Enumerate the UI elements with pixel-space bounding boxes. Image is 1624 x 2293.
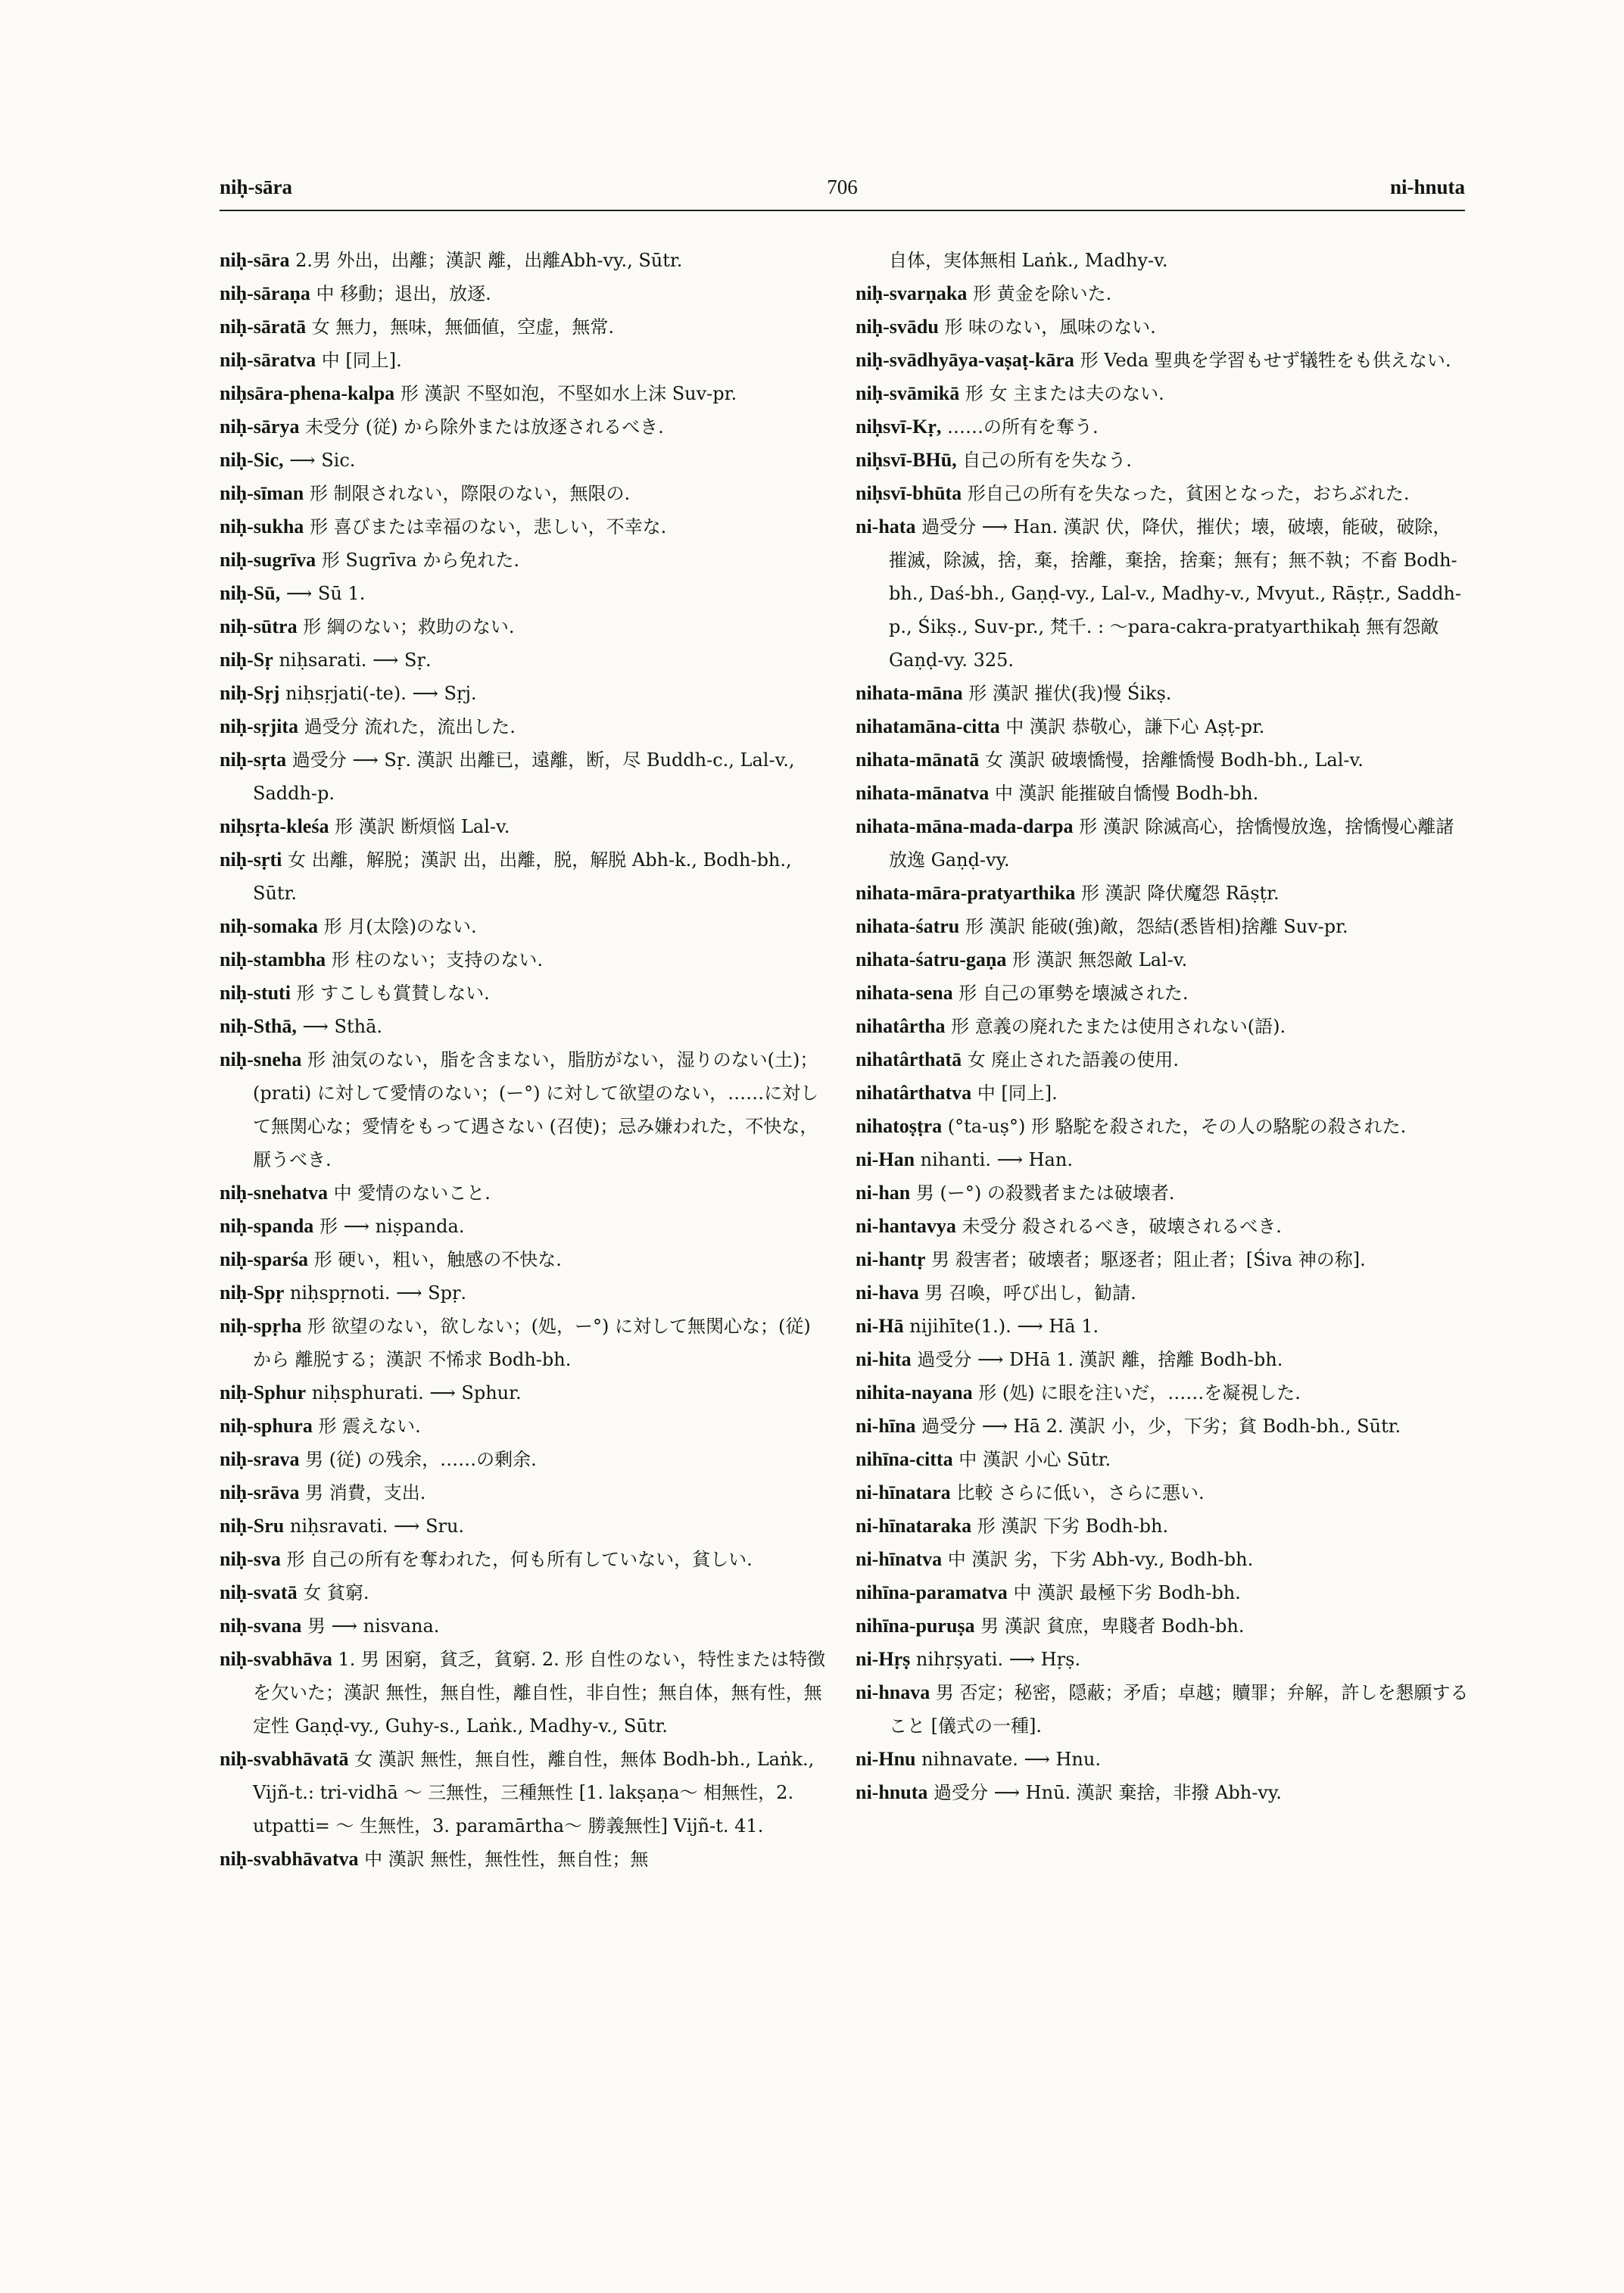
entry-definition: 過受分 ⟶ Hā 2. 漢訳 小，少，下劣；貧 Bodh-bh., Sūtr. (915, 1416, 1401, 1437)
entry-definition: 男 召喚，呼び出し，勧請. (918, 1282, 1136, 1304)
entry-headword: niḥsāra-phena-kalpa (220, 382, 395, 404)
entry-headword: ni-Han (856, 1148, 915, 1170)
entry-definition: 比較 さらに低い，さらに悪い. (950, 1482, 1205, 1503)
entry-definition: 女 漢訳 無性，無自性，離自性，無体 Bodh-bh., Laṅk., Vijñ-t.: tri-vidhā ～ 三無性，三種無性 [1. lakṣaṇa～ 相無性，2. utpatti= ～ 生無性，3. paramārtha～ 勝義無性] Vijñ-t. 41. (253, 1749, 815, 1837)
entry-definition: 中 漢訳 無性，無性性，無自性；無 (358, 1849, 649, 1870)
entry-definition: 形 漢訳 摧伏(我)慢 Śikṣ. (962, 683, 1172, 704)
header-left-guide-word: niḥ-sāra (220, 176, 293, 198)
right-column (856, 244, 1469, 1809)
entry-headword: niḥ-svādu (856, 316, 939, 338)
entry-headword: niḥ-Spṛ (220, 1282, 285, 1304)
entry-definition: 形 漢訳 無怨敵 Lal-v. (1006, 949, 1188, 970)
entry-definition: 形 喜びまたは幸福のない，悲しい，不幸な. (304, 516, 667, 537)
entry-headword: niḥsṛta-kleśa (220, 815, 329, 837)
header-rule (220, 210, 1465, 211)
entry-headword: niḥ-svabhāvatva (220, 1848, 359, 1870)
entry-headword: niḥ-svabhāvatā (220, 1748, 349, 1770)
dictionary-entry (220, 1210, 833, 1243)
entry-definition: 中 漢訳 能摧破自憍慢 Bodh-bh. (989, 783, 1259, 804)
dictionary-entry (220, 1509, 833, 1543)
entry-definition: ⟶ Sthā. (296, 1016, 383, 1037)
entry-definition: ⟶ Sic. (283, 450, 356, 471)
entry-definition: ⟶ Sū 1. (280, 583, 366, 604)
entry-definition: 過受分 流れた，流出した. (298, 716, 516, 737)
dictionary-entry (220, 910, 833, 943)
entry-headword: niḥ-sāratva (220, 349, 316, 371)
entry-definition: 男 ⟶ nisvana. (301, 1615, 440, 1637)
dictionary-entry (856, 1243, 1469, 1276)
entry-headword: niḥ-spṛha (220, 1315, 302, 1337)
dictionary-entry (856, 377, 1469, 410)
entry-definition: 中 [同上]. (971, 1083, 1058, 1104)
entry-headword: nihīna-puruṣa (856, 1615, 975, 1637)
entry-headword: niḥ-svarṇaka (856, 282, 968, 304)
entry-headword: nihata-māna-mada-darpa (856, 815, 1074, 837)
entry-definition: 1. 男 困窮，貧乏，貧窮. 2. 形 自性のない，特性または特徴を欠いた；漢訳 無性，無自性，離自性，非自性；無自体，無有性，無定性 Gaṇḍ-vy., Guhy-s., Laṅk., Madhy-v., Sūtr. (253, 1649, 826, 1737)
dictionary-entry (856, 1276, 1469, 1310)
entry-definition: 形 油気のない，脂を含まない，脂肪がない，湿りのない(土)；(prati) に対して愛情のない；(ー°) に対して欲望のない，……に対して無関心な；愛情をもって遇さない (召使)；忌み嫌われた，不快な，厭うべき. (253, 1049, 819, 1170)
entry-headword: niḥ-sukha (220, 516, 304, 537)
entry-headword: ni-Hā (856, 1315, 904, 1337)
dictionary-entry (220, 1443, 833, 1476)
dictionary-entry (856, 810, 1469, 877)
dictionary-entry (220, 577, 833, 610)
entry-definition: 形 女 主または夫のない. (959, 383, 1164, 404)
dictionary-entry (856, 1376, 1469, 1410)
dictionary-entry (856, 510, 1469, 677)
dictionary-entry (220, 843, 833, 910)
entry-headword: niḥ-srava (220, 1448, 300, 1470)
entry-headword: ni-han (856, 1182, 911, 1204)
entry-headword: nihata-sena (856, 982, 953, 1004)
entry-definition: 過受分 ⟶ Hnū. 漢訳 棄捨，非撥 Abh-vy. (927, 1782, 1282, 1803)
page-number: 706 (827, 176, 858, 198)
entry-headword: niḥ-svana (220, 1615, 302, 1637)
entry-definition: (°ta-uṣ°) 形 駱駝を殺された，その人の駱駝の殺された. (942, 1116, 1407, 1137)
entry-headword: nihatârthatā (856, 1048, 962, 1070)
dictionary-entry (856, 1110, 1469, 1143)
entry-headword: niḥ-sūtra (220, 615, 298, 637)
entry-headword: niḥ-sva (220, 1548, 281, 1570)
dictionary-entry (220, 1276, 833, 1310)
dictionary-entry (220, 1843, 833, 1876)
dictionary-entry (220, 743, 833, 810)
dictionary-entry (220, 310, 833, 344)
entry-headword: niḥ-sugrīva (220, 549, 316, 571)
dictionary-entry (220, 1576, 833, 1609)
dictionary-entry (856, 1576, 1469, 1609)
dictionary-entry (220, 1543, 833, 1576)
entry-headword: niḥ-Sic, (220, 449, 284, 471)
dictionary-entry (220, 1310, 833, 1376)
dictionary-entry (220, 244, 833, 277)
entry-definition: 形 味のない，風味のない. (938, 316, 1156, 338)
entry-definition: 男 漢訳 貧庶，卑賤者 Bodh-bh. (974, 1615, 1245, 1637)
entry-headword: niḥ-stambha (220, 949, 326, 970)
entry-definition: 形 漢訳 断煩悩 Lal-v. (329, 816, 510, 837)
dictionary-entry (220, 1010, 833, 1043)
entry-definition: 形 月(太陰)のない. (318, 916, 477, 937)
dictionary-entry (220, 1176, 833, 1210)
entry-headword: ni-hnava (856, 1681, 930, 1703)
dictionary-entry (220, 1043, 833, 1176)
entry-headword: ni-hīnatara (856, 1481, 951, 1503)
dictionary-entry (220, 477, 833, 510)
entry-definition: 形 欲望のない，欲しない；(処，ー°) に対して無関心な；(従) から 離脱する；漢訳 不悕求 Bodh-bh. (253, 1316, 811, 1370)
entry-headword: niḥ-svatā (220, 1581, 298, 1603)
entry-headword: niḥ-Sphur (220, 1382, 307, 1404)
entry-definition: 形自己の所有を失なった，貧困となった，おちぶれた. (962, 483, 1410, 504)
dictionary-entry (856, 1210, 1469, 1243)
dictionary-entry (220, 1410, 833, 1443)
dictionary-entry (856, 1410, 1469, 1443)
entry-headword: niḥ-sīman (220, 482, 304, 504)
dictionary-entry (220, 544, 833, 577)
entry-headword: nihīna-citta (856, 1448, 953, 1470)
entry-definition: niḥsravati. ⟶ Sru. (284, 1516, 465, 1537)
entry-definition: 形 硬い，粗い，触感の不快な. (308, 1249, 562, 1270)
entry-headword: niḥ-srāva (220, 1481, 300, 1503)
entry-headword: niḥ-svāmikā (856, 382, 960, 404)
dictionary-entry (856, 910, 1469, 943)
dictionary-entry (856, 1676, 1469, 1743)
dictionary-entry (220, 810, 833, 843)
entry-definition: 女 貧窮. (297, 1582, 369, 1603)
entry-definition: 男 (ー°) の殺戮者または破壊者. (910, 1182, 1175, 1204)
dictionary-entry (856, 1643, 1469, 1676)
entry-definition: 形 漢訳 不堅如泡，不堅如水上沫 Suv-pr. (394, 383, 737, 404)
entry-headword: niḥ-svādhyāya-vaṣaṭ-kāra (856, 349, 1074, 371)
entry-headword: niḥ-sāra (220, 249, 290, 271)
entry-headword: ni-Hṛṣ (856, 1648, 911, 1670)
entry-headword: niḥ-Sū, (220, 582, 281, 604)
dictionary-entry (220, 943, 833, 977)
dictionary-entry (856, 477, 1469, 510)
entry-definition: 女 漢訳 破壊憍慢，捨離憍慢 Bodh-bh., Lal-v. (979, 749, 1364, 771)
entry-definition: 女 廃止された語義の使用. (962, 1049, 1180, 1070)
dictionary-entry (220, 1243, 833, 1276)
dictionary-entry (220, 977, 833, 1010)
dictionary-entry (220, 677, 833, 710)
dictionary-entry (856, 1543, 1469, 1576)
entry-definition: 形 意義の廃れたまたは使用されない(語). (945, 1016, 1286, 1037)
dictionary-entry (220, 444, 833, 477)
entry-definition: niḥsarati. ⟶ Sṛ. (273, 650, 432, 671)
entry-headword: nihīna-paramatva (856, 1581, 1008, 1603)
entry-definition: 形 漢訳 降伏魔怨 Rāṣṭr. (1075, 883, 1280, 904)
entry-definition: 2.男 外出，出離；漢訳 離，出離Abh-vy., Sūtr. (289, 250, 683, 271)
entry-definition: 過受分 ⟶ DHā 1. 漢訳 離，捨離 Bodh-bh. (911, 1349, 1283, 1370)
entry-definition: 形 (処) に眼を注いだ，……を凝視した. (972, 1382, 1301, 1404)
entry-headword: ni-hita (856, 1348, 912, 1370)
entry-headword: niḥ-sāratā (220, 316, 307, 338)
entry-definition: 形 黄金を除いた. (967, 283, 1112, 304)
dictionary-entry (220, 377, 833, 410)
entry-definition: 中 [同上]. (316, 350, 402, 371)
entry-definition: 中 愛情のないこと. (328, 1182, 491, 1204)
header-right-guide-word: ni-hnuta (1389, 176, 1465, 198)
entry-headword: niḥ-stuti (220, 982, 291, 1004)
entry-headword: niḥ-Sṛ (220, 649, 273, 671)
entry-definition: 女 無力，無味，無価値，空虚，無常. (306, 316, 615, 338)
entry-definition: niḥsṛjati(-te). ⟶ Sṛj. (279, 683, 477, 704)
entry-headword: ni-hata (856, 516, 916, 537)
dictionary-entry (220, 1476, 833, 1509)
dictionary-entry (856, 777, 1469, 810)
dictionary-entry (856, 1310, 1469, 1343)
entry-headword: niḥ-Sthā, (220, 1015, 297, 1037)
entry-definition: 過受分 ⟶ Han. 漢訳 伏，降伏，摧伏；壊，破壊，能破，破除，摧滅，除滅，捨，棄，捨離，棄捨，捨棄；無有；無不執；不畜 Bodh-bh., Daś-bh., Gaṇḍ-vy., Lal-v., Madhy-v., Mvyut., Rāṣṭr., Saddh-p., Śikṣ., Suv-pr., 梵千. : ～para-cakra-pratyarthikaḥ 無有怨敵 Gaṇḍ-vy. 325. (889, 516, 1461, 671)
dictionary-entry (856, 444, 1469, 477)
entry-definition: 自体，実体無相 Laṅk., Madhy-v. (889, 250, 1168, 271)
entry-headword: niḥ-sneha (220, 1048, 302, 1070)
entry-headword: ni-hantṛ (856, 1248, 926, 1270)
dictionary-entry (856, 677, 1469, 710)
entry-headword: niḥ-spanda (220, 1215, 314, 1237)
dictionary-entry (856, 1509, 1469, 1543)
entry-definition: 男 消費，支出. (299, 1482, 426, 1503)
entry-definition: 男 否定；秘密，隠蔽；矛盾；卓越；贖罪；弁解，許しを懇願すること [儀式の一種]. (889, 1682, 1469, 1737)
entry-headword: nihatârtha (856, 1015, 946, 1037)
entry-headword: nihatoṣṭra (856, 1115, 943, 1137)
dictionary-entry (856, 977, 1469, 1010)
entry-headword: nihita-nayana (856, 1382, 973, 1404)
entry-definition: 形 震えない. (312, 1416, 421, 1437)
entry-headword: ni-hava (856, 1282, 919, 1304)
entry-headword: ni-hīnataraka (856, 1515, 972, 1537)
dictionary-entry (220, 344, 833, 377)
entry-headword: nihata-māra-pratyarthika (856, 882, 1076, 904)
dictionary-entry (856, 1776, 1469, 1809)
entry-definition: 中 漢訳 小心 Sūtr. (952, 1449, 1111, 1470)
dictionary-entry (856, 1476, 1469, 1509)
entry-definition: 過受分 ⟶ Sṛ. 漢訳 出離已，遠離，断，尽 Buddh-c., Lal-v., Saddh-p. (253, 749, 795, 804)
dictionary-entry (856, 943, 1469, 977)
dictionary-entry (856, 877, 1469, 910)
entry-definition: 形 綱のない；救助のない. (297, 616, 515, 637)
dictionary-entry (220, 610, 833, 643)
dictionary-entry (856, 310, 1469, 344)
dictionary-entry (220, 277, 833, 310)
entry-definition: 形 Sugrīva から免れた. (316, 550, 519, 571)
entry-definition: 形 Veda 聖典を学習もせず犠牲をも供えない. (1074, 350, 1451, 371)
entry-definition: ……の所有を奪う. (941, 416, 1099, 438)
entry-headword: niḥ-sārya (220, 416, 300, 438)
entry-headword: ni-hantavya (856, 1215, 956, 1237)
entry-headword: niḥ-sṛta (220, 749, 287, 771)
dictionary-entry (856, 1043, 1469, 1076)
dictionary-entry (856, 344, 1469, 377)
entry-definition: nijihīte(1.). ⟶ Hā 1. (903, 1316, 1099, 1337)
dictionary-entry (856, 1076, 1469, 1110)
dictionary-entry (856, 244, 1469, 277)
entry-definition: nihṛṣyati. ⟶ Hṛṣ. (910, 1649, 1081, 1670)
entry-headword: niḥsvī-Kṛ, (856, 416, 942, 438)
dictionary-entry (856, 743, 1469, 777)
entry-headword: niḥ-sṛti (220, 849, 282, 871)
entry-definition: 中 漢訳 劣，下劣 Abh-vy., Bodh-bh. (942, 1549, 1254, 1570)
entry-headword: niḥsvī-bhūta (856, 482, 962, 504)
entry-headword: niḥsvī-BHū, (856, 449, 957, 471)
left-column (220, 244, 833, 1876)
entry-definition: niḥspṛnoti. ⟶ Spṛ. (284, 1282, 467, 1304)
entry-headword: ni-hīnatva (856, 1548, 943, 1570)
dictionary-entry (856, 1143, 1469, 1176)
entry-definition: 形 漢訳 能破(強)敵，怨結(悉皆相)捨離 Suv-pr. (959, 916, 1348, 937)
entry-headword: niḥ-sphura (220, 1415, 313, 1437)
entry-headword: niḥ-sṛjita (220, 715, 298, 737)
entry-headword: ni-hīna (856, 1415, 916, 1437)
entry-definition: 形 漢訳 除滅高心，捨憍慢放逸，捨憍慢心離諸放逸 Gaṇḍ-vy. (889, 816, 1454, 871)
dictionary-entry (856, 277, 1469, 310)
entry-definition: nihnavate. ⟶ Hnu. (915, 1749, 1101, 1770)
entry-definition: nihanti. ⟶ Han. (915, 1149, 1073, 1170)
dictionary-entry (220, 1643, 833, 1743)
entry-definition: 中 漢訳 最極下劣 Bodh-bh. (1007, 1582, 1241, 1603)
entry-definition: niḥsphurati. ⟶ Sphur. (306, 1382, 522, 1404)
dictionary-entry (220, 643, 833, 677)
entry-headword: niḥ-Sru (220, 1515, 285, 1537)
dictionary-entry (220, 1609, 833, 1643)
dictionary-entry (220, 1376, 833, 1410)
entry-definition: 形 自己の所有を奪われた，何も所有していない，貧しい. (280, 1549, 753, 1570)
page-header (220, 176, 1465, 206)
entry-definition: 形 柱のない；支持のない. (326, 949, 544, 970)
entry-headword: niḥ-Sṛj (220, 682, 280, 704)
dictionary-entry (856, 410, 1469, 444)
entry-headword: ni-hnuta (856, 1781, 928, 1803)
dictionary-entry (856, 1343, 1469, 1376)
entry-definition: 形 すこしも賞賛しない. (290, 983, 490, 1004)
dictionary-entry (856, 1609, 1469, 1643)
entry-headword: nihatârthatva (856, 1082, 972, 1104)
dictionary-entry (856, 1010, 1469, 1043)
dictionary-entry (220, 710, 833, 743)
entry-headword: nihata-śatru (856, 915, 960, 937)
entry-headword: nihata-mānatā (856, 749, 980, 771)
entry-definition: 男 殺害者；破壊者；駆逐者；阻止者；[Śiva 神の称]. (925, 1249, 1366, 1270)
entry-headword: ni-Hnu (856, 1748, 916, 1770)
entry-definition: 未受分 (従) から除外または放逐されるべき. (299, 416, 664, 438)
dictionary-entry (856, 710, 1469, 743)
entry-headword: nihatamāna-citta (856, 715, 1000, 737)
entry-headword: niḥ-svabhāva (220, 1648, 332, 1670)
entry-headword: niḥ-snehatva (220, 1182, 329, 1204)
entry-definition: 自己の所有を失なう. (956, 450, 1132, 471)
entry-definition: 未受分 殺されるべき，破壊されるべき. (955, 1216, 1282, 1237)
dictionary-entry (220, 1743, 833, 1843)
entry-definition: 男 (従) の残余，……の剰余. (299, 1449, 537, 1470)
dictionary-entry (856, 1743, 1469, 1776)
entry-headword: niḥ-somaka (220, 915, 319, 937)
entry-headword: niḥ-sāraṇa (220, 282, 310, 304)
entry-definition: 中 漢訳 恭敬心，謙下心 Aṣṭ-pr. (999, 716, 1265, 737)
entry-definition: 中 移動；退出，放逐. (310, 283, 491, 304)
dictionary-entry (220, 510, 833, 544)
dictionary-entry (856, 1176, 1469, 1210)
dictionary-entry (220, 410, 833, 444)
entry-headword: nihata-māna (856, 682, 963, 704)
entry-headword: niḥ-sparśa (220, 1248, 309, 1270)
entry-definition: 形 自己の軍勢を壊滅された. (952, 983, 1189, 1004)
entry-definition: 形 漢訳 下劣 Bodh-bh. (971, 1516, 1169, 1537)
entry-definition: 形 制限されない，際限のない，無限の. (304, 483, 631, 504)
dictionary-entry (856, 1443, 1469, 1476)
entry-definition: 女 出離，解脱；漢訳 出，出離，脱，解脱 Abh-k., Bodh-bh., Sūtr. (253, 849, 792, 904)
entry-headword: nihata-mānatva (856, 782, 990, 804)
entry-definition: 形 ⟶ niṣpanda. (313, 1216, 465, 1237)
entry-headword: nihata-śatru-gaṇa (856, 949, 1007, 970)
